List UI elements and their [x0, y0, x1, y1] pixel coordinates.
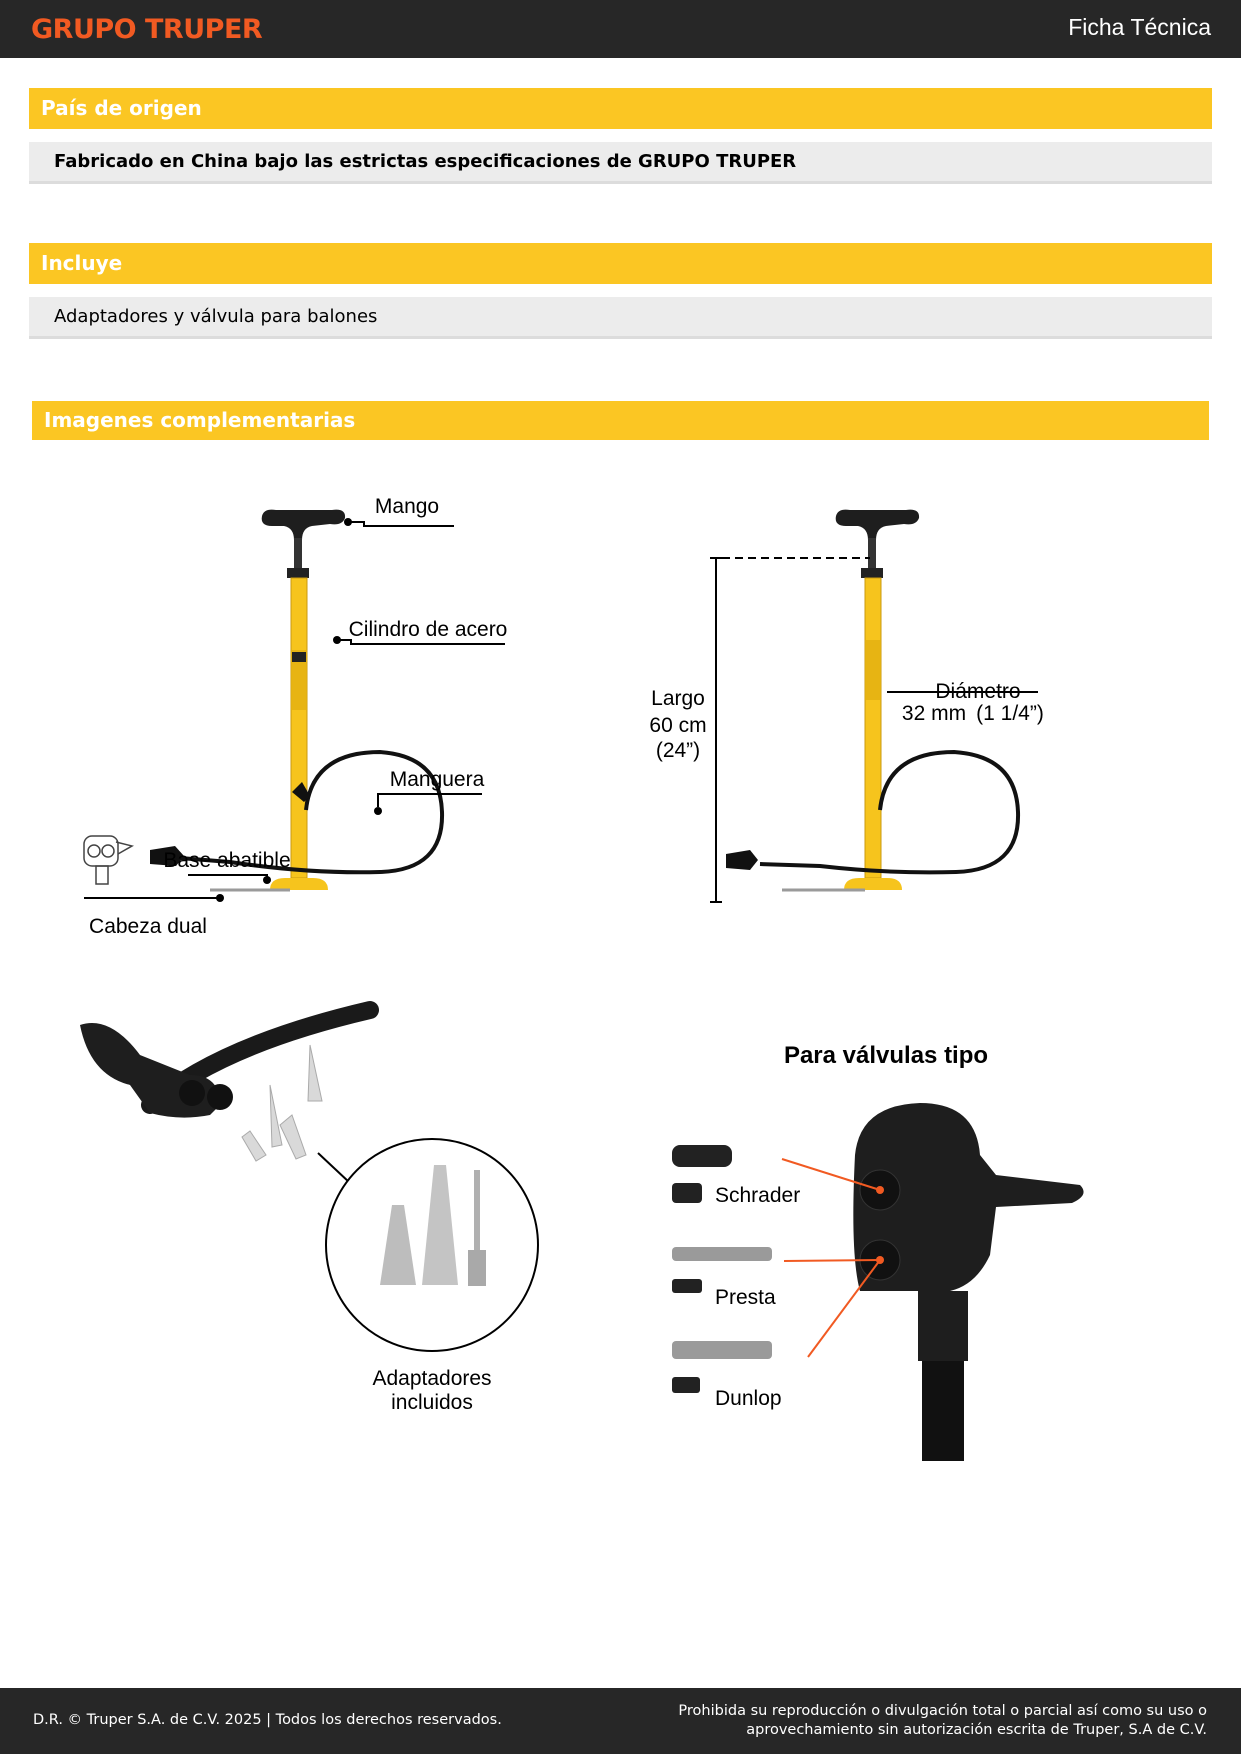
handle-icon — [836, 510, 919, 540]
callout-dot — [216, 894, 224, 902]
header-bar — [0, 0, 1241, 58]
callout-dot — [333, 636, 341, 644]
valve-label-dunlop: Dunlop — [715, 1387, 782, 1410]
length-dimension-line — [710, 558, 870, 902]
adapters-caption-line2: incluidos — [391, 1391, 473, 1414]
base-shape — [844, 878, 902, 890]
dual-head-sketch-icon — [84, 836, 132, 884]
brand-logo: GRUPO TRUPER — [31, 14, 263, 45]
label-hose: Manguera — [389, 768, 485, 791]
pump-neck — [918, 1291, 968, 1361]
zoom-callout-line — [318, 1153, 350, 1183]
includes-text: Adaptadores y válvula para balones — [29, 297, 1212, 339]
valves-figure — [660, 1035, 1130, 1475]
label-length: Largo — [651, 687, 705, 710]
cylinder-shape — [865, 578, 881, 878]
cylinder-cap — [287, 568, 309, 578]
callout-dot — [876, 1256, 884, 1264]
head-port — [179, 1080, 205, 1106]
valve-label-schrader: Schrader — [715, 1184, 801, 1207]
dunlop-cap-icon — [672, 1377, 700, 1393]
label-diameter-in: (1 1/4”) — [976, 702, 1044, 725]
doc-type-title: Ficha Técnica — [1068, 14, 1211, 40]
label-length-in: (24”) — [655, 739, 701, 762]
valve-label-presta: Presta — [715, 1286, 776, 1309]
dunlop-valve-icon — [672, 1341, 772, 1359]
cylinder-label — [865, 640, 881, 700]
label-diameter: Diámetro — [935, 680, 1021, 703]
cylinder-cap — [861, 568, 883, 578]
callout-dot — [876, 1186, 884, 1194]
section-title-origin: País de origen — [29, 88, 1212, 129]
base-shape — [270, 878, 328, 890]
presta-cap-icon — [672, 1279, 702, 1293]
callout-dot — [263, 876, 271, 884]
schrader-valve-icon — [672, 1145, 732, 1167]
adapter-needle — [474, 1170, 480, 1250]
label-diameter-mm: 32 mm — [901, 702, 967, 725]
pump-hose — [922, 1361, 964, 1461]
section-title-includes: Incluye — [29, 243, 1212, 284]
footer-disclaimer — [647, 1702, 1207, 1740]
valves-title: Para válvulas tipo — [783, 1042, 989, 1069]
pump-dimensions-figure — [649, 480, 1080, 950]
label-base: Base abatible — [163, 849, 291, 872]
hose-shape — [760, 752, 1018, 872]
adapters-figure — [70, 1005, 590, 1525]
adapter-parts-icon — [242, 1045, 322, 1161]
label-head: Cabeza dual — [89, 915, 207, 938]
footer-disclaimer-line2: aprovechamiento sin autorización escrita de Truper, S.A de C.V. — [746, 1722, 1207, 1738]
head-port — [207, 1084, 233, 1110]
callout-dot — [344, 518, 352, 526]
label-handle: Mango — [374, 495, 440, 518]
label-cylinder: Cilindro de acero — [348, 618, 508, 641]
dual-head-icon — [726, 850, 758, 870]
footer-disclaimer-line1: Prohibida su reproducción o divulgación total o parcial así como su uso o — [678, 1703, 1207, 1719]
callout-dot — [374, 807, 382, 815]
schrader-cap-icon — [672, 1183, 702, 1203]
cylinder-shape — [291, 578, 307, 878]
pump-parts-figure — [80, 480, 540, 960]
label-length-cm: 60 cm — [649, 714, 707, 737]
rod-shape — [868, 538, 876, 568]
adapters-caption-line1: Adaptadores — [372, 1367, 492, 1390]
presta-valve-icon — [672, 1247, 772, 1261]
origin-text: Fabricado en China bajo las estrictas especificaciones de GRUPO TRUPER — [29, 142, 1212, 184]
section-title-images: Imagenes complementarias — [32, 401, 1209, 440]
cylinder-label-band — [292, 652, 306, 662]
adapter-needle-base — [468, 1250, 486, 1286]
rod-shape — [294, 538, 302, 568]
footer-bar — [0, 1688, 1241, 1754]
footer-copyright: D.R. © Truper S.A. de C.V. 2025 | Todos los derechos reservados. — [33, 1712, 502, 1728]
handle-icon — [262, 510, 345, 540]
